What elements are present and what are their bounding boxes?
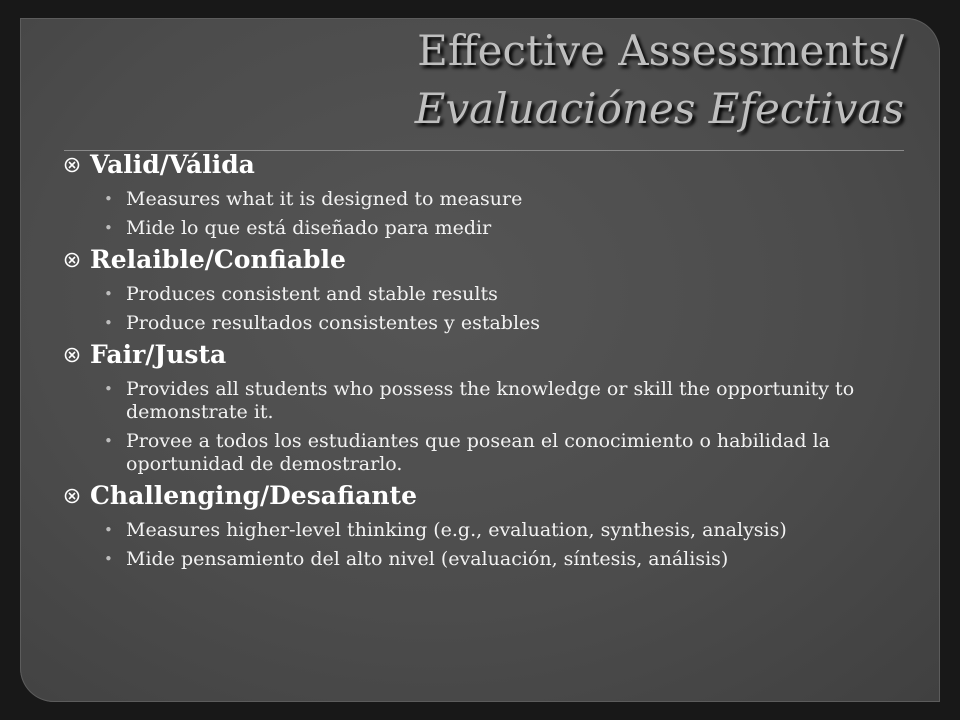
bullet-list <box>62 148 912 574</box>
title-line-spanish: Evaluaciónes Efectivas <box>414 84 904 133</box>
bullet-section-valid <box>62 148 912 240</box>
bullet-section-fair <box>62 338 912 476</box>
sub-bullet: • Provides all students who possess the knowledge or skill the opportunity to demonstrate it. <box>104 378 855 423</box>
bullet-section-reliable <box>62 243 912 335</box>
sub-bullet: • Mide pensamiento del alto nivel (evaluación, síntesis, análisis) <box>104 548 729 570</box>
section-heading: Challenging/Desafiante <box>90 481 417 510</box>
sub-bullet: • Provee a todos los estudiantes que posean el conocimiento o habilidad la oportunidad de demostrarlo. <box>104 430 830 475</box>
section-heading: Relaible/Confiable <box>90 245 346 274</box>
sub-bullet: • Produces consistent and stable results <box>104 283 498 305</box>
circle-x-icon <box>64 157 80 173</box>
bullet-section-challenging <box>62 479 912 571</box>
title-line-english: Effective Assessments/ <box>417 26 904 75</box>
sub-bullet: • Mide lo que está diseñado para medir <box>104 217 492 239</box>
section-heading: Fair/Justa <box>90 340 227 369</box>
circle-x-icon <box>64 488 80 504</box>
section-heading: Valid/Válida <box>90 150 255 179</box>
slide-title <box>284 22 904 138</box>
sub-bullet: • Produce resultados consistentes y estables <box>104 312 541 334</box>
sub-bullet: • Measures higher-level thinking (e.g., evaluation, synthesis, analysis) <box>104 519 787 541</box>
sub-bullet: • Measures what it is designed to measure <box>104 188 523 210</box>
circle-x-icon <box>64 347 80 363</box>
circle-x-icon <box>64 252 80 268</box>
